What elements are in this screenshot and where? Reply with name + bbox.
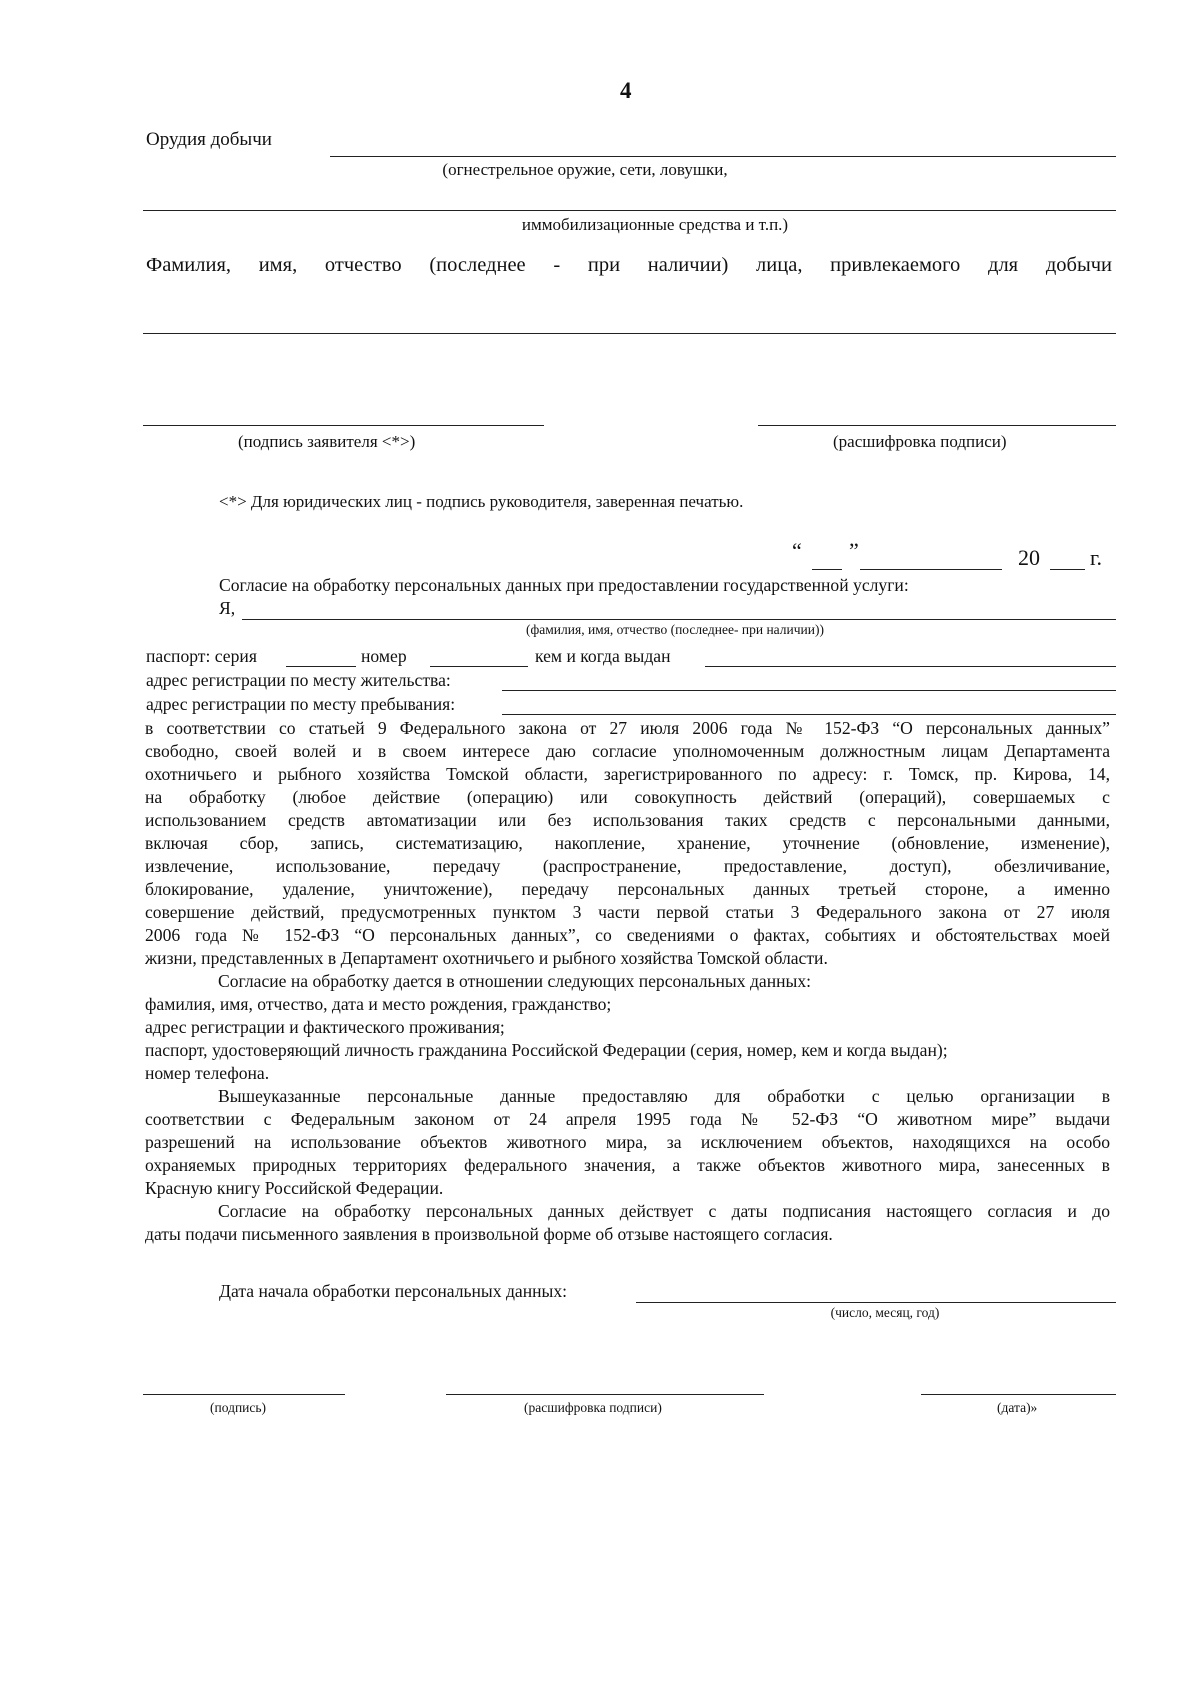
gear-label: Орудия добычи	[146, 129, 272, 150]
date-close-quote: ”	[849, 538, 859, 563]
applicant-signature-caption: (подпись заявителя <*>)	[238, 432, 416, 451]
date-month-line[interactable]	[860, 569, 1002, 570]
footnote: <*> Для юридических лиц - подпись руководителя, заверенная печатью.	[219, 492, 744, 511]
consent-body-line: свободно, своей волей и в своем интересе даю согласие уполномоченным должностным лицам Департамента	[145, 741, 1110, 761]
passport-issued-label: кем и когда выдан	[535, 646, 671, 666]
address-residence-field[interactable]	[502, 690, 1116, 691]
bottom-signature-caption: (подпись)	[210, 1400, 267, 1415]
consent-scope-item: номер телефона.	[145, 1063, 270, 1083]
consent-purpose-line: соответствии с Федеральным законом от 24 апреля 1995 года № 52-ФЗ “О животном мире” выдачи	[145, 1109, 1110, 1129]
consent-body-line: блокирование, удаление, уничтожение), передачу персональных данных третьей стороне, а именно	[145, 879, 1110, 899]
consent-body-line: жизни, представленных в Департамент охотничьего и рыбного хозяйства Томской области.	[145, 948, 828, 968]
consent-scope-intro: Согласие на обработку дается в отношении следующих персональных данных:	[218, 971, 812, 991]
consent-body-line: использованием средств автоматизации или без использования таких средств с персональными данными,	[145, 810, 1110, 830]
consent-body-line: извлечение, использование, передачу (распространение, предоставление, доступ), обезличивание,	[145, 856, 1110, 876]
consent-scope-item: паспорт, удостоверяющий личность гражданина Российской Федерации (серия, номер, кем и когда выдан);	[145, 1040, 948, 1060]
start-date-label: Дата начала обработки персональных данных:	[219, 1281, 568, 1301]
applicant-signature-decode-line[interactable]	[758, 425, 1116, 426]
date-year-line[interactable]	[1050, 569, 1085, 570]
consent-title: Согласие на обработку персональных данных при предоставлении государственной услуги:	[219, 575, 909, 595]
consent-body-line: охотничьего и рыбного хозяйства Томской области, зарегистрированного по адресу: г. Томск, пр. Кирова, 14,	[145, 764, 1110, 784]
consent-purpose-line: охраняемых природных территориях федерального значения, а также объектов животного мира, занесенных в	[145, 1155, 1110, 1175]
date-year-suffix: г.	[1090, 545, 1103, 570]
consent-fullname-line[interactable]	[242, 619, 1116, 620]
start-date-hint: (число, месяц, год)	[830, 1305, 940, 1320]
gear-input-line[interactable]	[330, 156, 1116, 157]
passport-series-label: паспорт: серия	[146, 646, 257, 666]
consent-body-line: 2006 года № 152-ФЗ “О персональных данных”, со сведениями о фактах, событиях и обстоятельствах моей	[145, 925, 1110, 945]
passport-number-field[interactable]	[430, 666, 528, 667]
passport-issued-field[interactable]	[705, 666, 1116, 667]
consent-validity-line: даты подачи письменного заявления в произвольной форме об отзыве настоящего согласия.	[145, 1224, 833, 1244]
consent-purpose-line: разрешений на использование объектов животного мира, за исключением объектов, находящихся на особо	[145, 1132, 1110, 1152]
person-input-line[interactable]	[143, 333, 1116, 334]
date-day-line[interactable]	[812, 569, 842, 570]
applicant-signature-line[interactable]	[143, 425, 544, 426]
person-heading: Фамилия, имя, отчество (последнее - при наличии) лица, привлекаемого для добычи	[146, 254, 1112, 276]
consent-purpose-line: Красную книгу Российской Федерации.	[145, 1178, 444, 1198]
consent-scope-item: фамилия, имя, отчество, дата и место рождения, гражданство;	[145, 994, 612, 1014]
consent-purpose-line: Вышеуказанные персональные данные предоставляю для обработки с целью организации в	[218, 1086, 1110, 1106]
date-year-prefix: 20	[1018, 545, 1040, 570]
consent-validity-line: Согласие на обработку персональных данных действует с даты подписания настоящего согласия и до	[218, 1201, 1110, 1221]
start-date-field[interactable]	[636, 1302, 1116, 1303]
passport-series-field[interactable]	[286, 666, 356, 667]
address-residence-label: адрес регистрации по месту жительства:	[146, 670, 451, 690]
consent-fullname-hint: (фамилия, имя, отчество (последнее- при наличии))	[526, 622, 824, 637]
date-open-quote: “	[792, 538, 802, 563]
consent-body	[145, 717, 1110, 1246]
consent-body-line: совершение действий, предусмотренных пунктом 3 части первой статьи 3 Федерального закона от 27 июля	[145, 902, 1110, 922]
gear-input-line-2[interactable]	[143, 210, 1116, 211]
gear-hint-2: иммобилизационные средства и т.п.)	[521, 215, 789, 234]
passport-number-label: номер	[361, 646, 407, 666]
bottom-date-line[interactable]	[921, 1394, 1116, 1395]
bottom-decode-line[interactable]	[446, 1394, 764, 1395]
bottom-decode-caption: (расшифровка подписи)	[524, 1400, 662, 1415]
consent-i-label: Я,	[219, 598, 236, 618]
address-stay-field[interactable]	[502, 714, 1116, 715]
address-stay-label: адрес регистрации по месту пребывания:	[146, 694, 456, 714]
consent-body-line: включая сбор, запись, систематизацию, накопление, хранение, уточнение (обновление, изменение),	[145, 833, 1110, 853]
consent-scope-item: адрес регистрации и фактического проживания;	[145, 1017, 505, 1037]
bottom-date-caption: (дата)»	[997, 1400, 1038, 1415]
consent-body-line: в соответствии со статьей 9 Федерального закона от 27 июля 2006 года № 152-ФЗ “О персональных данных”	[145, 718, 1110, 738]
page-number: 4	[620, 78, 632, 103]
gear-hint-1: (огнестрельное оружие, сети, ловушки,	[442, 160, 728, 179]
bottom-signature-line[interactable]	[143, 1394, 345, 1395]
consent-body-line: на обработку (любое действие (операцию) или совокупность действий (операций), совершаемых с	[145, 787, 1110, 807]
signature-decode-caption: (расшифровка подписи)	[833, 432, 1007, 451]
